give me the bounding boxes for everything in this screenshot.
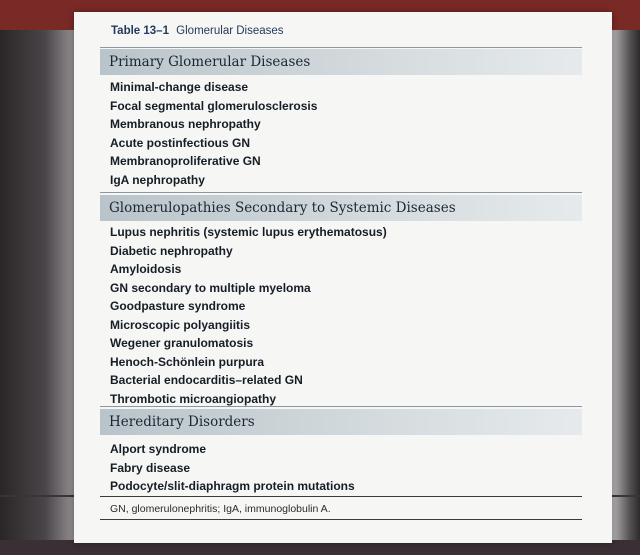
section-header-primary: Primary Glomerular Diseases (100, 49, 582, 75)
projector-left-edge (0, 30, 82, 555)
list-item: Goodpasture syndrome (110, 299, 246, 313)
list-item: Podocyte/slit-diaphragm protein mutations (110, 479, 355, 493)
list-item: Wegener granulomatosis (110, 336, 254, 350)
footnote: GN, glomerulonephritis; IgA, immunoglobulin A. (110, 503, 331, 515)
list-item: Minimal-change disease (110, 80, 249, 94)
list-item: Diabetic nephropathy (110, 243, 233, 258)
section-header-secondary: Glomerulopathies Secondary to Systemic Diseases (100, 195, 582, 221)
list-item: Bacterial endocarditis–related GN (110, 373, 303, 387)
list-item: Henoch-Schönlein purpura (110, 354, 265, 369)
list-item: Amyloidosis (110, 262, 182, 276)
list-item: Fabry disease (110, 460, 191, 475)
footnote-top-rule (100, 496, 582, 497)
section-header-hereditary: Hereditary Disorders (100, 409, 582, 435)
list-hereditary (110, 440, 355, 496)
slide-page (74, 12, 612, 543)
list-item: Membranous nephropathy (110, 117, 261, 131)
list-item: Acute postinfectious GN (110, 135, 251, 150)
table-number: Table 13–1 (111, 25, 169, 37)
projector-right-edge (612, 30, 640, 555)
section-top-line-primary (100, 47, 582, 48)
section-top-line-hereditary (100, 406, 582, 407)
list-primary (110, 78, 317, 189)
list-item: Thrombotic microangiopathy (110, 391, 277, 406)
table-title (111, 25, 284, 37)
list-item: Lupus nephritis (systemic lupus erythematosus) (110, 225, 387, 239)
list-item: Alport syndrome (110, 442, 207, 456)
section-top-line-secondary (100, 192, 582, 193)
table-title-text: Glomerular Diseases (176, 25, 284, 37)
list-item: Membranoproliferative GN (110, 154, 261, 168)
list-item: Microscopic polyangiitis (110, 317, 251, 332)
projection-line-left (0, 495, 80, 497)
footnote-bottom-rule (100, 519, 582, 520)
list-item: Focal segmental glomerulosclerosis (110, 98, 318, 113)
projection-line-right (610, 495, 640, 497)
list-secondary (110, 223, 387, 408)
list-item: GN secondary to multiple myeloma (110, 280, 311, 295)
list-item: IgA nephropathy (110, 172, 205, 187)
